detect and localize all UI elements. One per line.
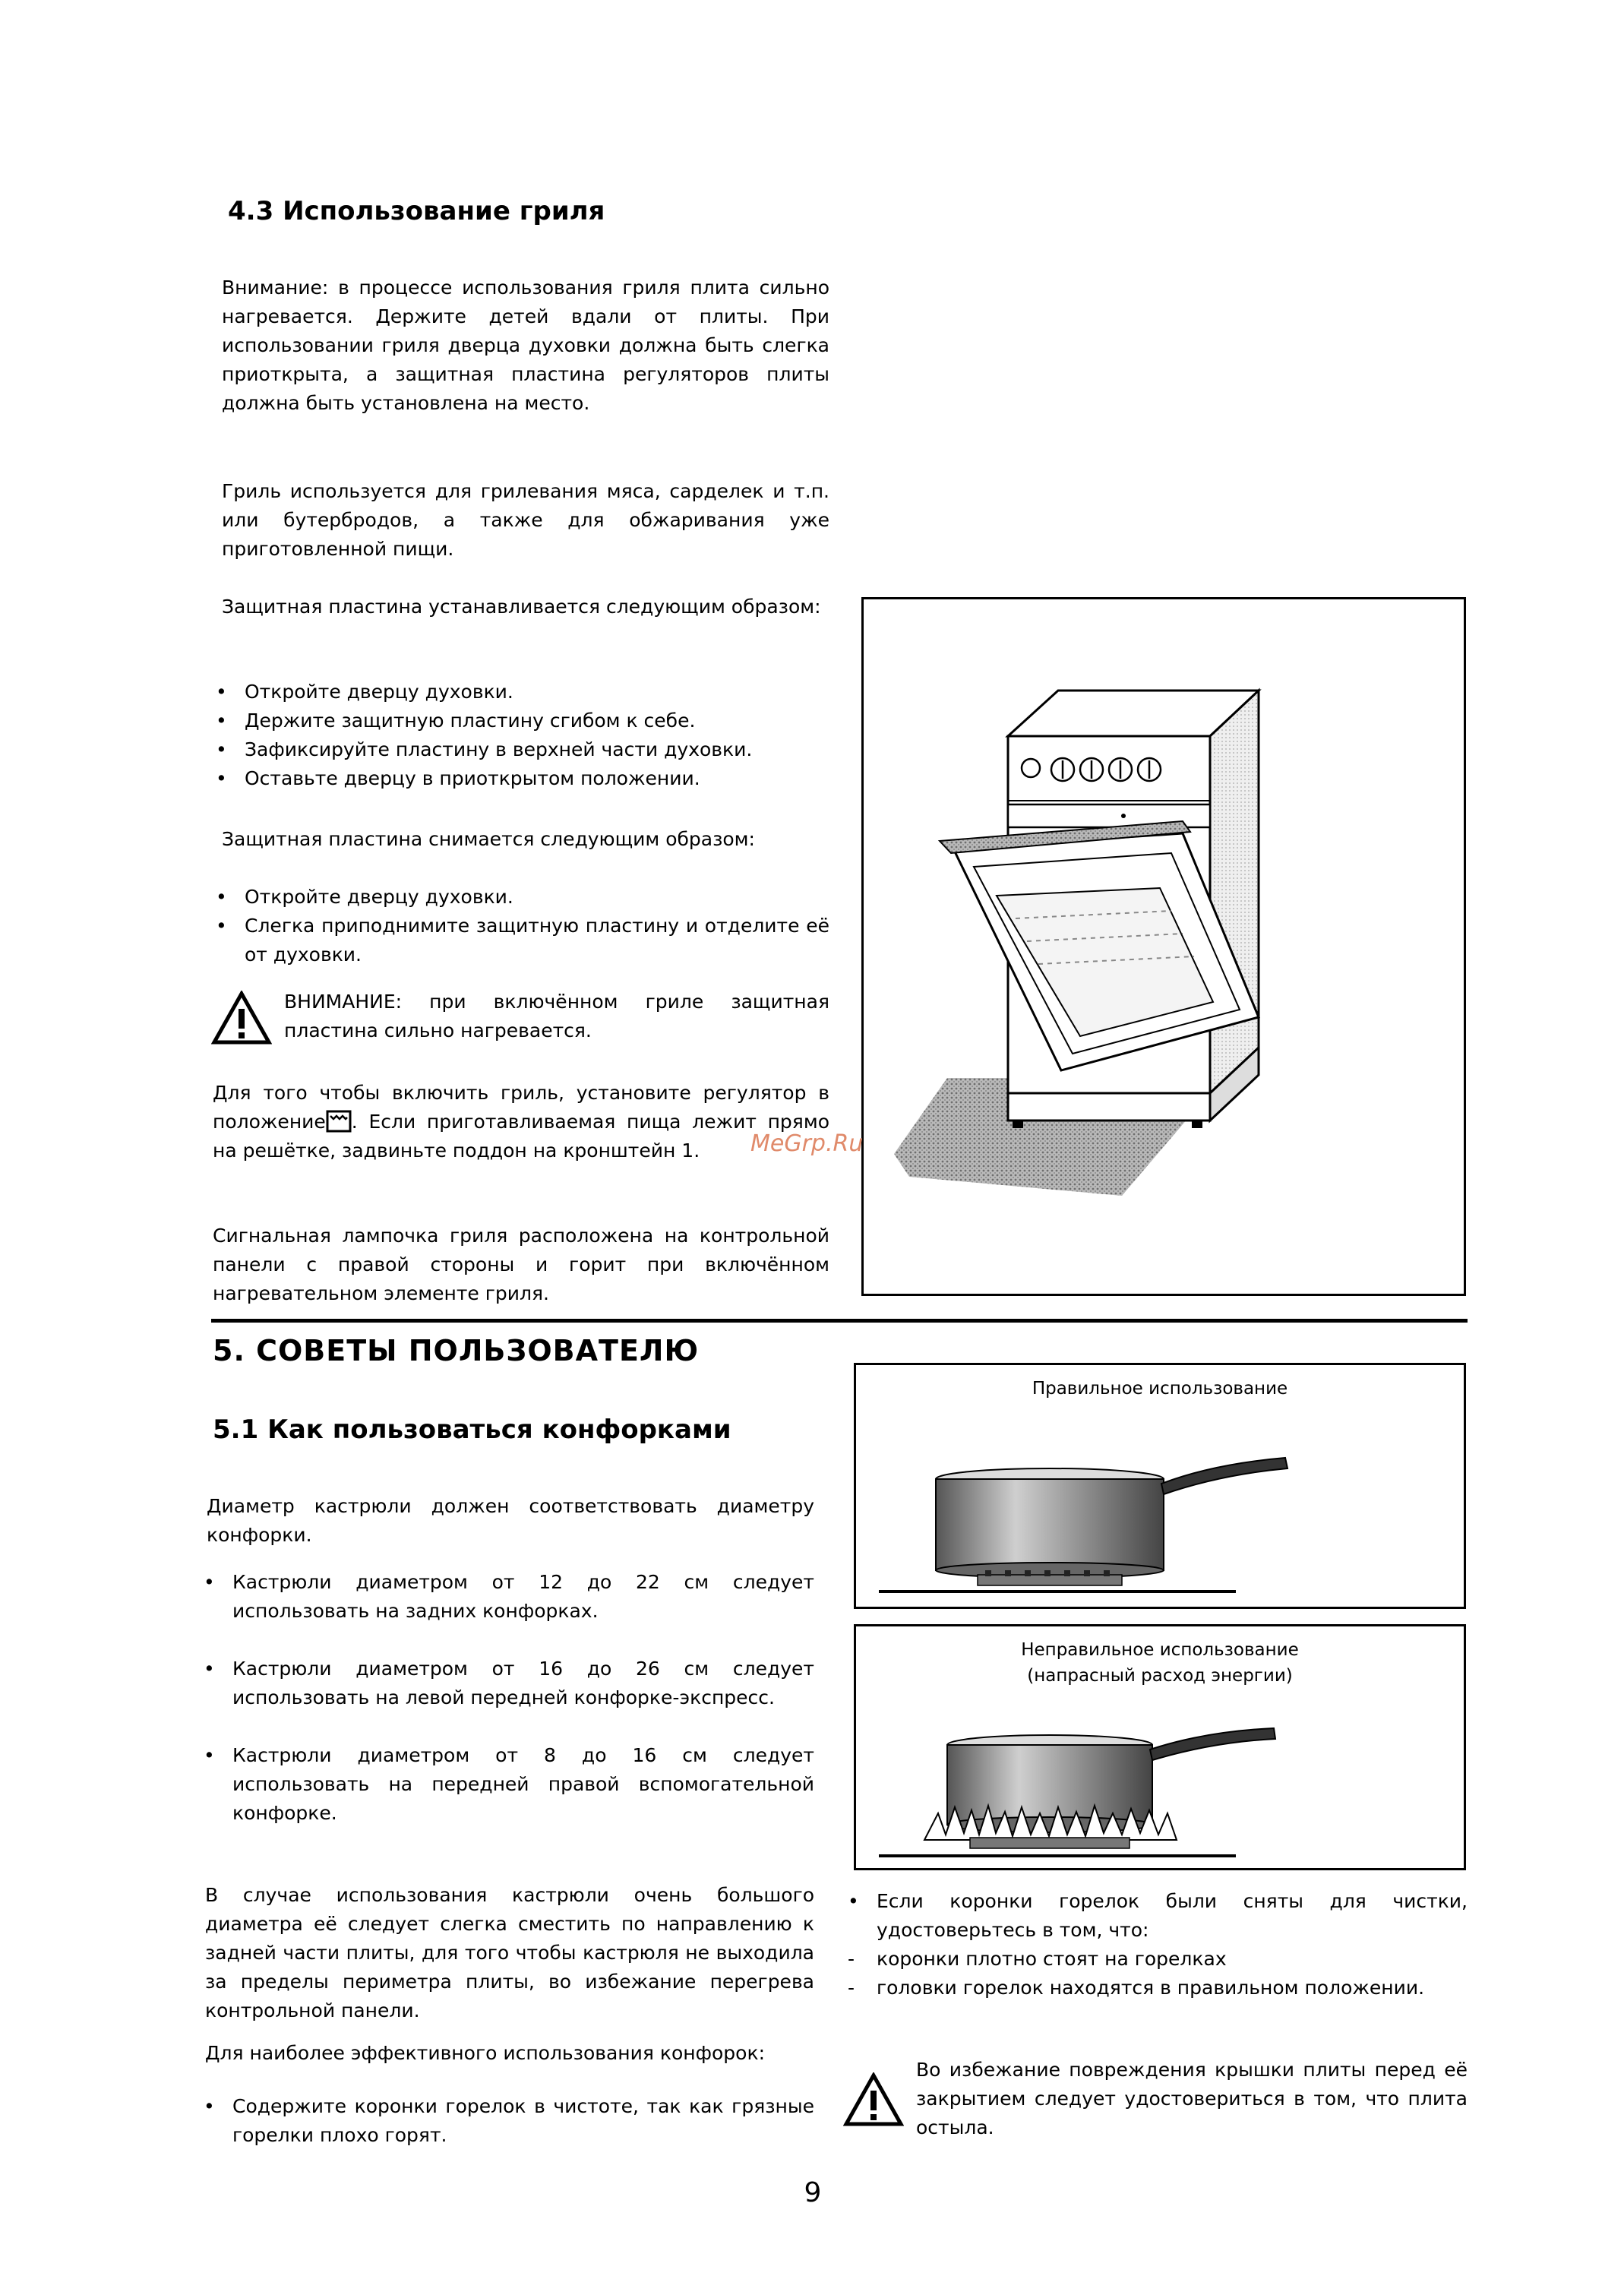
section-4-3-title-block [228, 196, 851, 226]
remove-steps-list [211, 883, 829, 969]
lid-warning-text: Во избежание повреждения крышки плиты перед её закрытием следует удостовериться в том, что плита остыла. [916, 2059, 1468, 2138]
grill-hot-warning [211, 988, 829, 1056]
section-5-1-title-block [213, 1414, 836, 1445]
crowns-checks-list [843, 1945, 1468, 2002]
lid-warning [843, 2056, 1468, 2147]
cooker-illustration [864, 599, 1464, 1294]
list-item: - головки горелок находятся в правильном положении. [843, 1974, 1468, 2002]
pot-sizes-list [199, 1568, 814, 1828]
list-item: • Кастрюли диаметром от 16 до 26 см следует использовать на левой передней конфорке-экспресс. [199, 1655, 814, 1712]
efficiency-intro-paragraph: Для наиболее эффективного использования конфорок: [205, 2042, 765, 2064]
list-item: • Содержите коронки горелок в чистоте, так как грязные горелки плохо горят. [199, 2092, 814, 2150]
list-item: • Держите защитную пластину сгибом к себе. [211, 706, 829, 735]
wrong-use-caption: Неправильное использование [1021, 1640, 1299, 1660]
remove-intro-paragraph: Защитная пластина снимается следующим образом: [222, 828, 755, 850]
list-item: • Откройте дверцу духовки. [211, 678, 829, 706]
grill-warning-paragraph: Внимание: в процессе использования гриля плита сильно нагревается. Держите детей вдали от плиты. При использовании гриля дверца духовки должна быть слегка приоткрыта, а защитная пластина регуляторов плиты должна быть установлена на место. [222, 277, 829, 414]
wrong-pot-illustration [856, 1699, 1464, 1867]
grill-lamp-paragraph: Сигнальная лампочка гриля расположена на контрольной панели с правой стороны и горит при включённом нагревательном элементе гриля. [213, 1225, 829, 1304]
list-item: • Кастрюли диаметром от 12 до 22 см следует использовать на задних конфорках. [199, 1568, 814, 1626]
wrong-use-caption-note: (напрасный расход энергии) [1027, 1666, 1293, 1686]
section-5-1-title: 5.1 Как пользоваться конфорками [213, 1414, 731, 1445]
correct-use-figure [854, 1363, 1466, 1609]
list-item: • Слегка приподнимите защитную пластину и отделите её от духовки. [211, 912, 829, 969]
grill-switch-paragraph [213, 1079, 829, 1165]
list-item: • Откройте дверцу духовки. [211, 883, 829, 912]
section-5-title: 5. СОВЕТЫ ПОЛЬЗОВАТЕЛЮ [213, 1334, 700, 1367]
cooker-illustration-frame [861, 597, 1466, 1296]
large-pot-paragraph: В случае использования кастрюли очень большого диаметра её следует слегка сместить по направлению к задней части плиты, для того чтобы кастрюля не выходила за пределы периметра плиты, во избежание перегрева контрольной панели. [205, 1884, 814, 2021]
wrong-use-figure [854, 1624, 1466, 1870]
list-item: - коронки плотно стоят на горелках [843, 1945, 1468, 1974]
warning-triangle-icon [211, 991, 272, 1045]
grill-symbol-icon [326, 1110, 352, 1133]
list-item: • Кастрюли диаметром от 8 до 16 см следует использовать на передней правой вспомогательной конфорке. [199, 1741, 814, 1828]
grill-switch-text-b: . Если приготавливаемая пища лежит прямо на решётке, задвиньте поддон на кронштейн 1. [213, 1111, 829, 1162]
watermark: MeGrp.Ru [750, 1130, 864, 1157]
grill-switch-text-a: Для того чтобы включить гриль, установите регулятор в положение [213, 1082, 829, 1133]
correct-use-caption: Правильное использование [1032, 1379, 1288, 1399]
list-item: • Зафиксируйте пластину в верхней части духовки. [211, 735, 829, 764]
crowns-intro-list [843, 1887, 1468, 1945]
diameter-paragraph: Диаметр кастрюли должен соответствовать диаметру конфорки. [207, 1495, 814, 1546]
grill-usage-paragraph: Гриль используется для грилевания мяса, сарделек и т.п. или бутербродов, а также для обжаривания уже приготовленной пищи. [222, 480, 829, 560]
section-divider [211, 1319, 1468, 1323]
page-number: 9 [804, 2177, 822, 2208]
section-5-title-block [213, 1334, 836, 1367]
install-steps-list [211, 678, 829, 793]
list-item: • Если коронки горелок были сняты для чистки, удостоверьтесь в том, что: [843, 1887, 1468, 1945]
list-item: • Оставьте дверцу в приоткрытом положении. [211, 764, 829, 793]
section-4-3-title: 4.3 Использование гриля [228, 196, 605, 226]
warning-triangle-icon [843, 2072, 904, 2127]
grill-hot-warning-text: ВНИМАНИЕ: при включённом гриле защитная пластина сильно нагревается. [284, 991, 829, 1042]
efficiency-tips-list [199, 2092, 814, 2150]
install-intro-paragraph: Защитная пластина устанавливается следующим образом: [222, 596, 821, 618]
correct-pot-illustration [856, 1411, 1464, 1601]
